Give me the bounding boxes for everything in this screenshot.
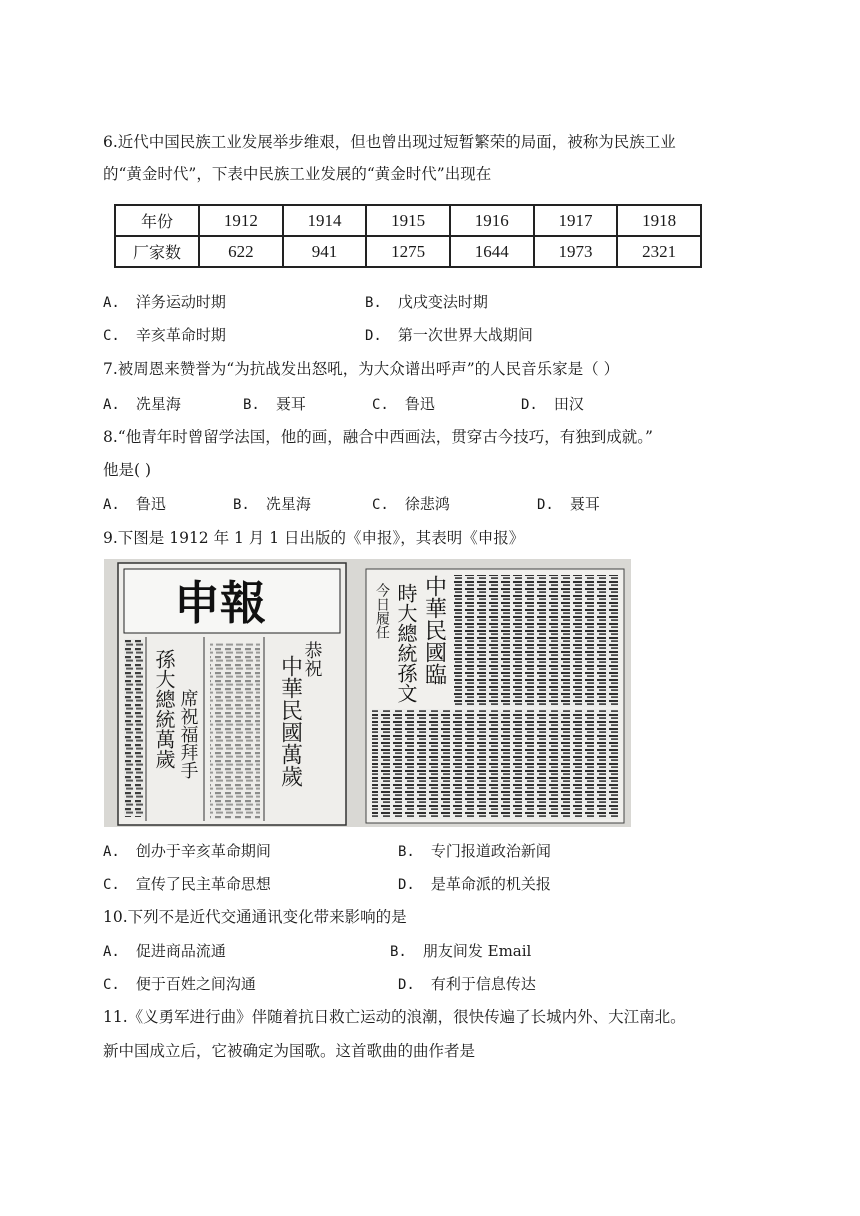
table-cell: 1918	[617, 205, 701, 236]
q10-option-a[interactable]	[103, 940, 226, 963]
q6-option-c[interactable]	[103, 324, 226, 347]
q8-option-c[interactable]	[372, 493, 450, 516]
q9-option-a[interactable]	[103, 840, 271, 863]
option-text: 聂耳	[275, 395, 306, 413]
table-header-year: 年份	[115, 205, 199, 236]
masthead-text: 申報	[174, 576, 266, 630]
option-key: A.	[103, 844, 120, 860]
table-cell: 1917	[534, 205, 618, 236]
right-headline-3: 今日履任	[374, 583, 390, 639]
q10-stem: 10.下列不是近代交通通讯变化带来影响的是	[103, 908, 407, 926]
headline-zhonghua-minguo: 中華民國萬歲	[277, 655, 303, 787]
option-key: D.	[398, 977, 415, 993]
shenbao-newspaper-photo	[104, 559, 631, 827]
option-key: D.	[398, 877, 415, 893]
option-key: A.	[103, 944, 120, 960]
headline-congratulation: 席祝福拜手	[177, 689, 199, 779]
option-key: B.	[243, 397, 260, 413]
option-text: 洋务运动时期	[135, 293, 226, 311]
q9-stem: 9.下图是 1912 年 1 月 1 日出版的《申报》，其表明《申报》	[103, 529, 525, 547]
option-key: D.	[537, 497, 554, 513]
middle-column-text	[210, 643, 260, 819]
option-key: C.	[103, 977, 120, 993]
q11-stem-line1: 11.《义勇军进行曲》伴随着抗日救亡运动的浪潮，很快传遍了长城内外、大江南北。	[103, 1008, 686, 1026]
option-text: 专门报道政治新闻	[430, 842, 551, 860]
headline-sun-dazongtong: 孫大總統萬歲	[152, 649, 176, 769]
table-cell: 1912	[199, 205, 283, 236]
table-cell: 622	[199, 236, 283, 267]
option-text: 是革命派的机关报	[430, 875, 551, 893]
table-cell: 1916	[450, 205, 534, 236]
option-text: 朋友间发 Email	[422, 942, 532, 960]
option-key: C.	[372, 497, 389, 513]
q8-option-d[interactable]	[537, 493, 600, 516]
table-cell: 1914	[283, 205, 367, 236]
option-text: 鲁迅	[135, 495, 166, 513]
headline-gongzhu: 恭祝	[301, 641, 323, 677]
q8-option-a[interactable]	[103, 493, 166, 516]
option-key: D.	[521, 397, 538, 413]
option-text: 创办于辛亥革命期间	[135, 842, 271, 860]
q7-option-d[interactable]	[521, 393, 584, 416]
option-key: D.	[365, 328, 382, 344]
factory-count-table	[114, 204, 702, 268]
option-key: B.	[233, 497, 250, 513]
q6-stem-line2: 的“黄金时代”，下表中民族工业发展的“黄金时代”出现在	[103, 165, 492, 183]
q11-stem-line2: 新中国成立后，它被确定为国歌。这首歌曲的曲作者是	[103, 1042, 476, 1060]
table-cell: 1275	[366, 236, 450, 267]
option-key: A.	[103, 295, 120, 311]
option-key: C.	[103, 328, 120, 344]
q10-option-c[interactable]	[103, 973, 256, 996]
option-text: 聂耳	[569, 495, 600, 513]
q8-stem-line2: 他是( )	[103, 461, 152, 479]
option-key: B.	[398, 844, 415, 860]
q10-option-b[interactable]	[390, 940, 531, 963]
option-text: 冼星海	[135, 395, 181, 413]
q6-option-a[interactable]	[103, 291, 226, 314]
table-cell: 1973	[534, 236, 618, 267]
table-cell: 941	[283, 236, 367, 267]
option-key: B.	[365, 295, 382, 311]
q6-option-b[interactable]	[365, 291, 488, 314]
option-text: 田汉	[553, 395, 584, 413]
q8-stem-line1: 8.“他青年时曾留学法国，他的画，融合中西画法，贯穿古今技巧，有独到成就。”	[103, 428, 653, 446]
right-article-text-top	[454, 575, 618, 707]
option-key: C.	[372, 397, 389, 413]
right-headline-2: 時大總統孫文	[394, 583, 418, 703]
q6-option-d[interactable]	[365, 324, 533, 347]
q8-option-b[interactable]	[233, 493, 311, 516]
option-key: C.	[103, 877, 120, 893]
right-headline-1: 中華民國臨	[421, 575, 447, 685]
option-text: 便于百姓之间沟通	[135, 975, 256, 993]
option-text: 第一次世界大战期间	[397, 326, 533, 344]
table-cell: 1644	[450, 236, 534, 267]
option-text: 辛亥革命时期	[135, 326, 226, 344]
option-key: A.	[103, 497, 120, 513]
left-column-text	[124, 639, 144, 817]
table-cell: 2321	[617, 236, 701, 267]
q10-option-d[interactable]	[398, 973, 536, 996]
option-text: 戊戌变法时期	[397, 293, 488, 311]
option-key: B.	[390, 944, 407, 960]
table-row-years	[115, 205, 701, 236]
q7-stem: 7.被周恩来赞誉为“为抗战发出怒吼，为大众谱出呼声”的人民音乐家是（ ）	[103, 360, 620, 378]
q6-stem-line1: 6.近代中国民族工业发展举步维艰，但也曾出现过短暂繁荣的局面，被称为民族工业	[103, 133, 676, 151]
option-text: 冼星海	[265, 495, 311, 513]
option-text: 促进商品流通	[135, 942, 226, 960]
option-key: A.	[103, 397, 120, 413]
table-header-count: 厂家数	[115, 236, 199, 267]
q9-option-d[interactable]	[398, 873, 551, 896]
table-row-counts	[115, 236, 701, 267]
q9-option-b[interactable]	[398, 840, 551, 863]
option-text: 鲁迅	[404, 395, 435, 413]
option-text: 宣传了民主革命思想	[135, 875, 271, 893]
q7-option-c[interactable]	[372, 393, 435, 416]
q7-option-a[interactable]	[103, 393, 181, 416]
option-text: 徐悲鸿	[404, 495, 450, 513]
right-article-text-bottom	[372, 709, 618, 819]
table-cell: 1915	[366, 205, 450, 236]
option-text: 有利于信息传达	[430, 975, 536, 993]
q7-option-b[interactable]	[243, 393, 306, 416]
q9-option-c[interactable]	[103, 873, 271, 896]
